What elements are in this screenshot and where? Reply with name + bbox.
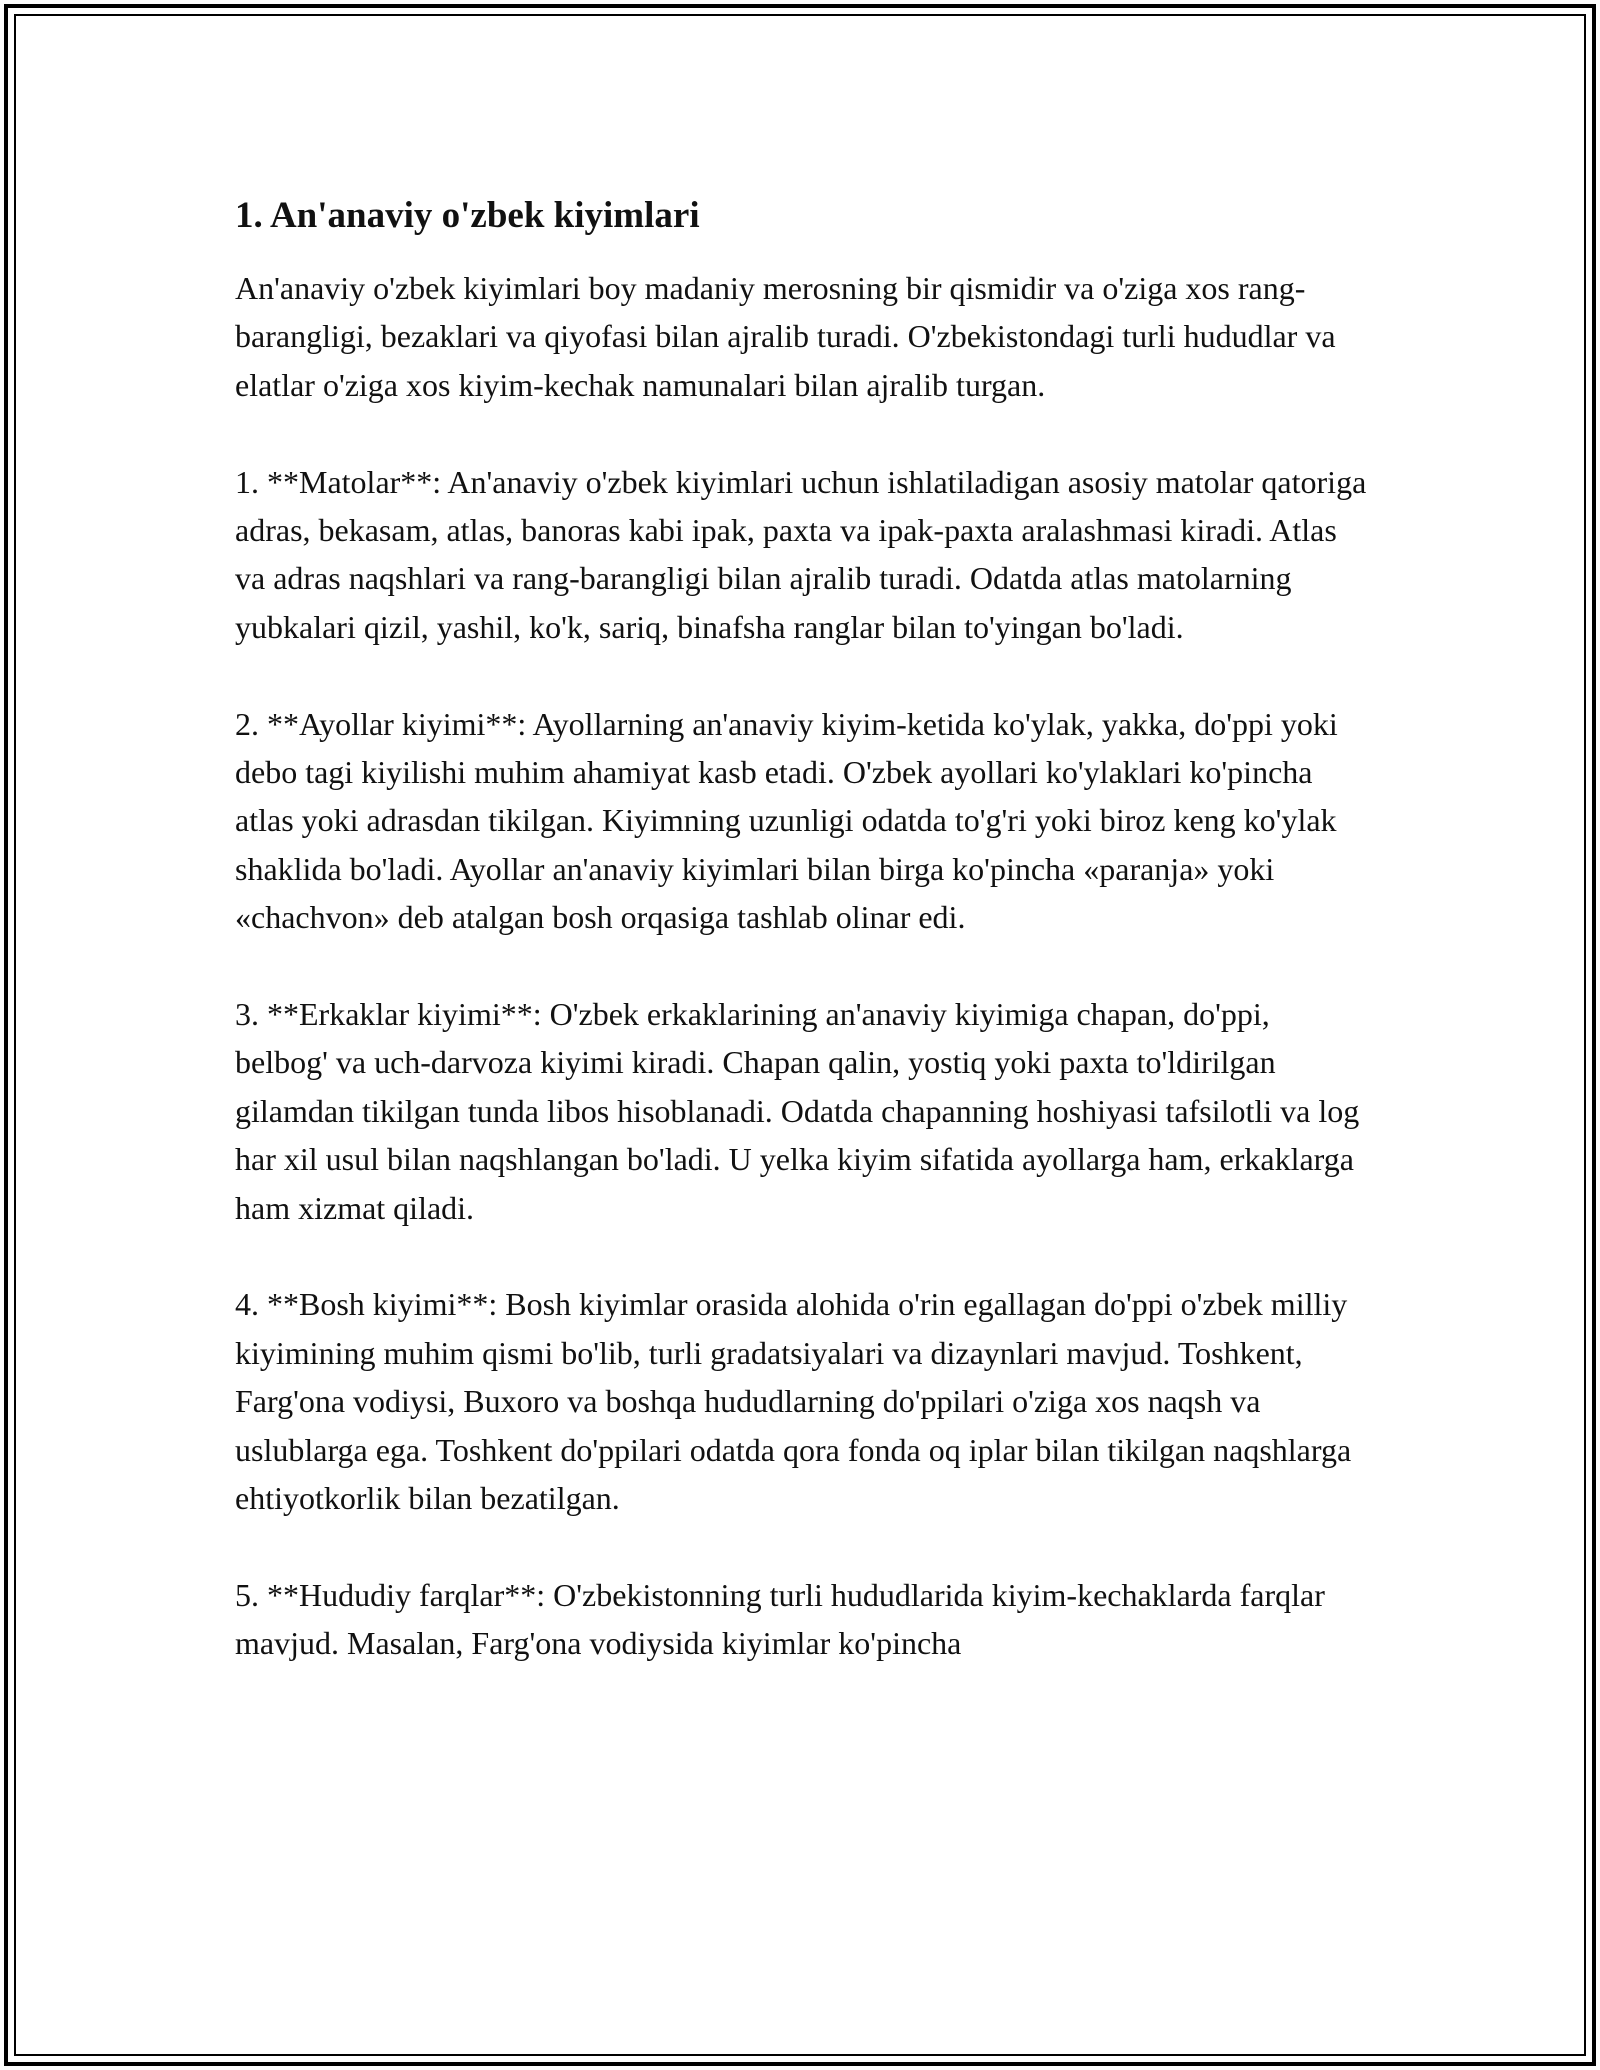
paragraph-regional-differences: 5. **Hududiy farqlar**: O'zbekistonning turli hududlarida kiyim-kechaklarda farqlar mavjud. Masalan, Farg'ona vodiysida kiyimlar ko'pincha: [235, 1576, 1325, 1662]
paragraph-headwear: 4. **Bosh kiyimi**: Bosh kiyimlar orasida alohida o'rin egallagan do'ppi o'zbek milliy kiyimining muhim qismi bo'lib, turli gradatsiyalari va dizaynlari mavjud. Toshkent, Farg'ona vodiysi, Buxoro va boshqa hududlarning do'ppilari o'ziga xos naqsh va uslublarga ega. Toshkent do'ppilari odatda qora fonda oq iplar bilan tikilgan naqshlarga ehtiyotkorlik bilan bezatilgan.: [235, 1286, 1352, 1517]
section-heading: 1. An'anaviy o'zbek kiyimlari: [235, 195, 700, 236]
paragraph-mens-clothing: 3. **Erkaklar kiyimi**: O'zbek erkaklarining an'anaviy kiyimiga chapan, do'ppi, belbog' va uch-darvoza kiyimi kiradi. Chapan qalin, yostiq yoki paxta to'ldirilgan gilamdan tikilgan tunda libos hisoblanadi. Odatda chapanning hoshiyasi tafsilotli va log har xil usul bilan naqshlangan bo'ladi. U yelka kiyim sifatida ayollarga ham, erkaklarga ham xizmat qiladi.: [235, 996, 1360, 1226]
document-body: [235, 186, 1370, 1716]
intro-paragraph: An'anaviy o'zbek kiyimlari boy madaniy merosning bir qismidir va o'ziga xos rang-barangligi, bezaklari va qiyofasi bilan ajralib turadi. O'zbekistondagi turli hududlar va elatlar o'ziga xos kiyim-kechak namunalari bilan ajralib turgan.: [235, 270, 1336, 403]
paragraph-fabrics: 1. **Matolar**: An'anaviy o'zbek kiyimlari uchun ishlatiladigan asosiy matolar qatoriga adras, bekasam, atlas, banoras kabi ipak, paxta va ipak-paxta aralashmasi kiradi. Atlas va adras naqshlari va rang-barangligi bilan ajralib turadi. Odatda atlas matolarning yubkalari qizil, yashil, ko'k, sariq, binafsha ranglar bilan to'yingan bo'ladi.: [235, 463, 1367, 645]
paragraph-womens-clothing: 2. **Ayollar kiyimi**: Ayollarning an'anaviy kiyim-ketida ko'ylak, yakka, do'ppi yoki debo tagi kiyilishi muhim ahamiyat kasb etadi. O'zbek ayollari ko'ylaklari ko'pincha atlas yoki adrasdan tikilgan. Kiyimning uzunligi odatda to'g'ri yoki biroz keng ko'ylak shaklida bo'ladi. Ayollar an'anaviy kiyimlari bilan birga ko'pincha «paranja» yoki «chachvon» deb atalgan bosh orqasiga tashlab olinar edi.: [235, 705, 1338, 936]
